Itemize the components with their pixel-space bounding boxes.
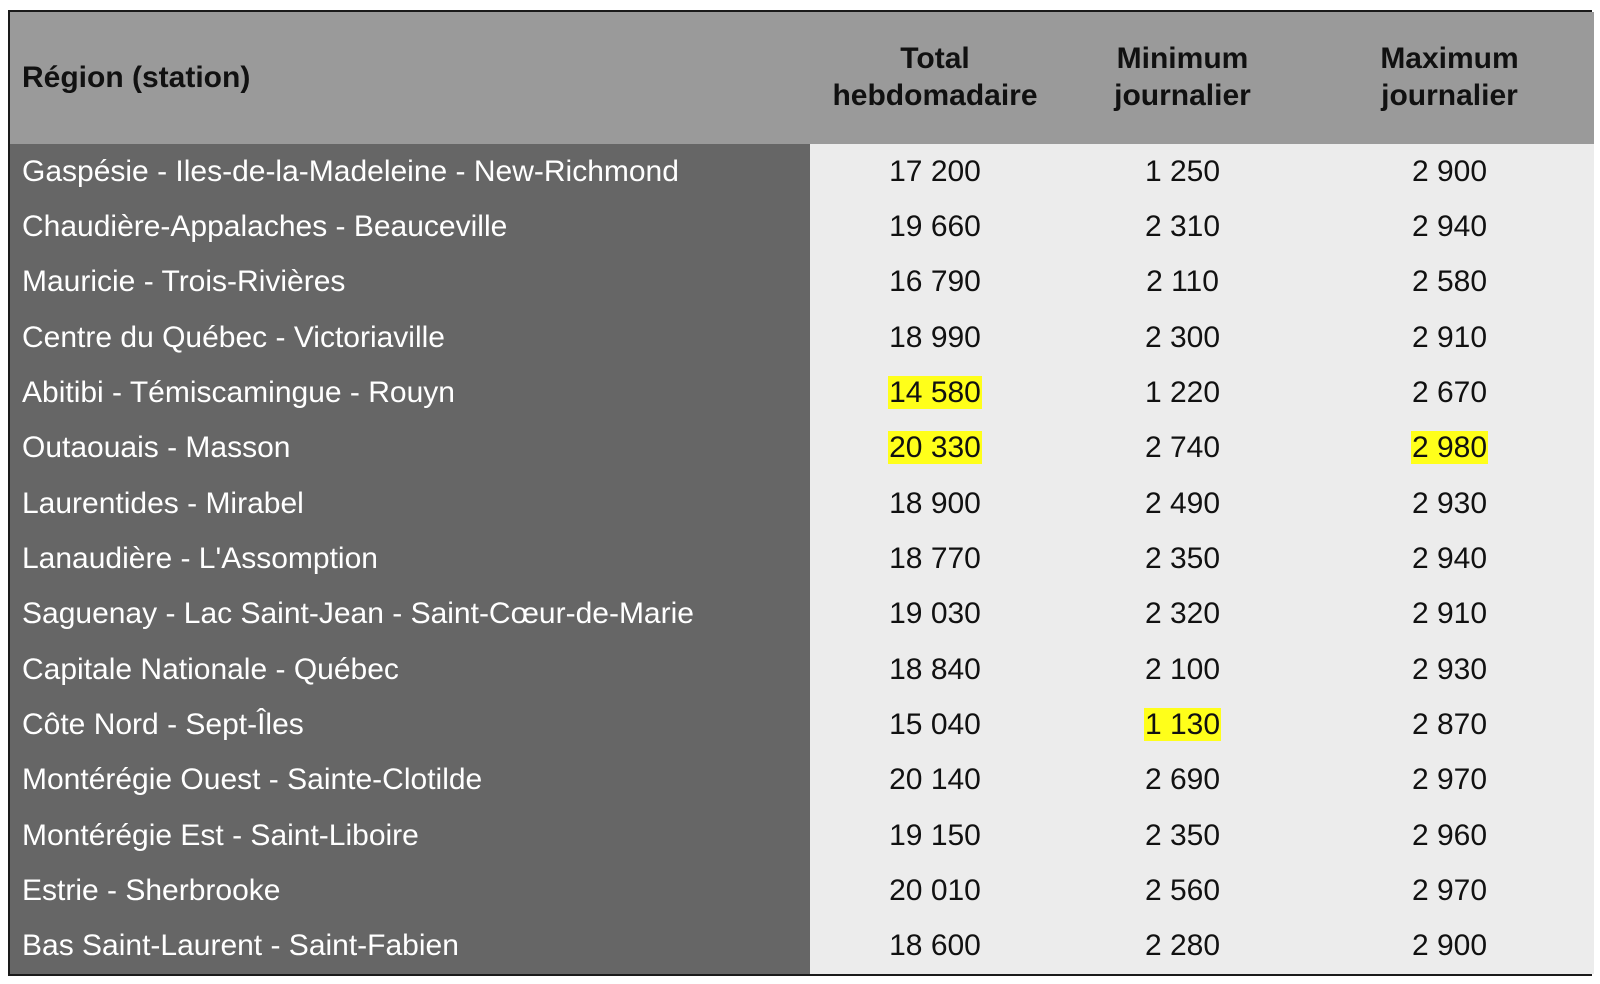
region-cell bbox=[10, 255, 810, 310]
min-value: 2 110 bbox=[1146, 265, 1219, 299]
total-value: 20 140 bbox=[889, 763, 981, 797]
table-row bbox=[10, 310, 1594, 365]
region-cell bbox=[10, 753, 810, 808]
min-value: 2 100 bbox=[1144, 652, 1221, 686]
region-label: Capitale Nationale - Québec bbox=[22, 652, 399, 686]
region-cell bbox=[10, 365, 810, 420]
table-row bbox=[10, 421, 1594, 476]
region-label: Gaspésie - Iles-de-la-Madeleine - New-Richmond bbox=[22, 154, 679, 188]
total-cell bbox=[810, 199, 1060, 254]
min-cell bbox=[1060, 919, 1305, 974]
max-cell bbox=[1305, 919, 1594, 974]
total-cell bbox=[810, 476, 1060, 531]
table-body bbox=[10, 144, 1594, 974]
region-cell bbox=[10, 863, 810, 918]
min-cell bbox=[1060, 255, 1305, 310]
max-cell bbox=[1305, 421, 1594, 476]
min-value: 2 310 bbox=[1144, 209, 1221, 243]
region-cell bbox=[10, 144, 810, 199]
table-row bbox=[10, 476, 1594, 531]
max-value: 2 670 bbox=[1411, 375, 1488, 409]
min-value: 2 300 bbox=[1144, 320, 1221, 354]
total-cell bbox=[810, 310, 1060, 365]
max-value: 2 970 bbox=[1411, 873, 1488, 907]
total-cell bbox=[810, 531, 1060, 586]
min-cell bbox=[1060, 365, 1305, 420]
column-header-region-label: Région (station) bbox=[22, 60, 251, 94]
min-value: 2 690 bbox=[1144, 763, 1221, 797]
min-cell bbox=[1060, 144, 1305, 199]
total-value: 15 040 bbox=[889, 707, 981, 741]
region-label: Outaouais - Masson bbox=[22, 431, 291, 465]
total-cell bbox=[810, 421, 1060, 476]
total-value: 14 580 bbox=[889, 375, 981, 409]
total-cell bbox=[810, 642, 1060, 697]
region-cell bbox=[10, 310, 810, 365]
column-header-total-line1: Total bbox=[900, 42, 970, 76]
max-cell bbox=[1305, 310, 1594, 365]
table-row bbox=[10, 642, 1594, 697]
table-row bbox=[10, 365, 1594, 420]
total-value: 18 990 bbox=[889, 320, 981, 354]
table-row bbox=[10, 863, 1594, 918]
total-cell bbox=[810, 753, 1060, 808]
region-label: Montérégie Ouest - Sainte-Clotilde bbox=[22, 763, 483, 797]
min-value: 2 560 bbox=[1144, 873, 1221, 907]
max-value: 2 980 bbox=[1411, 431, 1488, 465]
max-cell bbox=[1305, 587, 1594, 642]
total-value: 18 840 bbox=[889, 652, 981, 686]
min-cell bbox=[1060, 808, 1305, 863]
max-value: 2 960 bbox=[1411, 818, 1488, 852]
max-cell bbox=[1305, 365, 1594, 420]
region-label: Chaudière-Appalaches - Beauceville bbox=[22, 209, 508, 243]
max-value: 2 910 bbox=[1411, 320, 1488, 354]
region-label: Estrie - Sherbrooke bbox=[22, 873, 281, 907]
table-row bbox=[10, 808, 1594, 863]
table-row bbox=[10, 255, 1594, 310]
column-header-max-line1: Maximum bbox=[1380, 42, 1519, 76]
total-value: 20 010 bbox=[889, 873, 981, 907]
max-cell bbox=[1305, 753, 1594, 808]
max-cell bbox=[1305, 531, 1594, 586]
min-value: 1 220 bbox=[1144, 375, 1221, 409]
min-value: 2 350 bbox=[1144, 818, 1221, 852]
total-cell bbox=[810, 808, 1060, 863]
max-value: 2 930 bbox=[1411, 652, 1488, 686]
min-cell bbox=[1060, 476, 1305, 531]
min-value: 1 250 bbox=[1144, 154, 1221, 188]
min-cell bbox=[1060, 863, 1305, 918]
max-value: 2 940 bbox=[1411, 541, 1488, 575]
min-cell bbox=[1060, 310, 1305, 365]
max-value: 2 930 bbox=[1411, 486, 1488, 520]
total-value: 19 030 bbox=[889, 597, 981, 631]
total-value: 20 330 bbox=[889, 431, 981, 465]
total-value: 19 150 bbox=[889, 818, 981, 852]
total-value: 18 900 bbox=[889, 486, 981, 520]
region-cell bbox=[10, 808, 810, 863]
max-value: 2 900 bbox=[1411, 154, 1488, 188]
table-row bbox=[10, 199, 1594, 254]
max-cell bbox=[1305, 144, 1594, 199]
max-value: 2 940 bbox=[1411, 209, 1488, 243]
min-value: 2 350 bbox=[1144, 541, 1221, 575]
data-table-frame bbox=[8, 10, 1592, 976]
region-cell bbox=[10, 587, 810, 642]
total-value: 16 790 bbox=[889, 265, 981, 299]
total-cell bbox=[810, 365, 1060, 420]
max-cell bbox=[1305, 255, 1594, 310]
region-cell bbox=[10, 642, 810, 697]
region-label: Montérégie Est - Saint-Liboire bbox=[22, 818, 419, 852]
total-value: 18 770 bbox=[889, 541, 981, 575]
max-value: 2 910 bbox=[1411, 597, 1488, 631]
region-cell bbox=[10, 531, 810, 586]
column-header-total-line2: hebdomadaire bbox=[832, 79, 1038, 112]
column-header-max-line2: journalier bbox=[1381, 79, 1518, 112]
max-cell bbox=[1305, 476, 1594, 531]
total-value: 17 200 bbox=[889, 154, 981, 188]
table-row bbox=[10, 919, 1594, 974]
min-cell bbox=[1060, 697, 1305, 752]
min-cell bbox=[1060, 421, 1305, 476]
column-header-min-line2: journalier bbox=[1114, 79, 1251, 112]
region-label: Mauricie - Trois-Rivières bbox=[22, 265, 346, 299]
region-label: Abitibi - Témiscamingue - Rouyn bbox=[22, 375, 455, 409]
max-value: 2 580 bbox=[1411, 265, 1488, 299]
table-header bbox=[10, 12, 1594, 144]
total-cell bbox=[810, 697, 1060, 752]
total-value: 18 600 bbox=[889, 929, 981, 963]
min-value: 2 490 bbox=[1144, 486, 1221, 520]
region-label: Bas Saint-Laurent - Saint-Fabien bbox=[22, 929, 459, 963]
min-value: 2 740 bbox=[1144, 431, 1221, 465]
column-header-max bbox=[1305, 12, 1594, 144]
total-cell bbox=[810, 255, 1060, 310]
region-cell bbox=[10, 199, 810, 254]
column-header-region bbox=[10, 12, 810, 144]
min-cell bbox=[1060, 753, 1305, 808]
min-cell bbox=[1060, 531, 1305, 586]
region-label: Côte Nord - Sept-Îles bbox=[22, 707, 304, 741]
table-row bbox=[10, 697, 1594, 752]
total-cell bbox=[810, 863, 1060, 918]
max-value: 2 870 bbox=[1411, 707, 1488, 741]
region-label: Centre du Québec - Victoriaville bbox=[22, 320, 445, 354]
min-cell bbox=[1060, 199, 1305, 254]
station-table bbox=[10, 12, 1594, 974]
region-cell bbox=[10, 476, 810, 531]
table-row bbox=[10, 144, 1594, 199]
total-value: 19 660 bbox=[889, 209, 981, 243]
min-cell bbox=[1060, 642, 1305, 697]
max-cell bbox=[1305, 642, 1594, 697]
max-cell bbox=[1305, 199, 1594, 254]
total-cell bbox=[810, 144, 1060, 199]
region-label: Saguenay - Lac Saint-Jean - Saint-Cœur-de-Marie bbox=[22, 597, 694, 631]
table-row bbox=[10, 587, 1594, 642]
max-value: 2 970 bbox=[1411, 763, 1488, 797]
region-cell bbox=[10, 421, 810, 476]
min-value: 1 130 bbox=[1144, 707, 1221, 741]
min-cell bbox=[1060, 587, 1305, 642]
min-value: 2 320 bbox=[1144, 597, 1221, 631]
region-cell bbox=[10, 697, 810, 752]
column-header-min bbox=[1060, 12, 1305, 144]
table-row bbox=[10, 753, 1594, 808]
region-cell bbox=[10, 919, 810, 974]
column-header-total bbox=[810, 12, 1060, 144]
max-value: 2 900 bbox=[1411, 929, 1488, 963]
max-cell bbox=[1305, 808, 1594, 863]
region-label: Laurentides - Mirabel bbox=[22, 486, 304, 520]
table-row bbox=[10, 531, 1594, 586]
total-cell bbox=[810, 587, 1060, 642]
column-header-min-line1: Minimum bbox=[1116, 42, 1249, 76]
max-cell bbox=[1305, 697, 1594, 752]
header-row bbox=[10, 12, 1594, 144]
region-label: Lanaudière - L'Assomption bbox=[22, 541, 378, 575]
max-cell bbox=[1305, 863, 1594, 918]
min-value: 2 280 bbox=[1144, 929, 1221, 963]
total-cell bbox=[810, 919, 1060, 974]
